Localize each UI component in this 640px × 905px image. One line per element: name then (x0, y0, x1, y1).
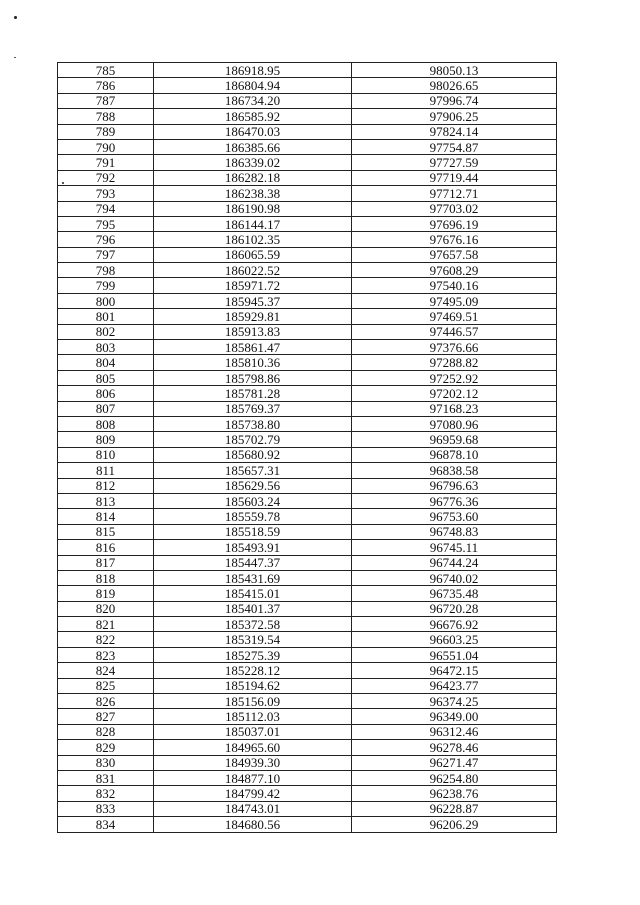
point-number-cell: 801 (58, 309, 154, 324)
x-coordinate-cell: 185275.39 (154, 647, 352, 662)
table-row (58, 493, 557, 508)
x-coordinate-cell: 185518.59 (154, 524, 352, 539)
x-coordinate-cell: 185401.37 (154, 601, 352, 616)
point-number-cell: 794 (58, 201, 154, 216)
y-coordinate-cell: 97703.02 (352, 201, 557, 216)
table-row (58, 601, 557, 616)
table-row (58, 263, 557, 278)
x-coordinate-cell: 186918.95 (154, 63, 352, 78)
coordinate-table (57, 62, 557, 833)
y-coordinate-cell: 97657.58 (352, 247, 557, 262)
x-coordinate-cell: 186238.38 (154, 186, 352, 201)
x-coordinate-cell: 184877.10 (154, 770, 352, 785)
point-number-cell: 825 (58, 678, 154, 693)
y-coordinate-cell: 96349.00 (352, 709, 557, 724)
table-row (58, 478, 557, 493)
point-number-cell: 833 (58, 801, 154, 816)
point-number-cell: 789 (58, 124, 154, 139)
y-coordinate-cell: 97252.92 (352, 370, 557, 385)
y-coordinate-cell: 96740.02 (352, 570, 557, 585)
point-number-cell: 818 (58, 570, 154, 585)
table-row (58, 555, 557, 570)
x-coordinate-cell: 185194.62 (154, 678, 352, 693)
x-coordinate-cell: 184965.60 (154, 740, 352, 755)
table-row (58, 770, 557, 785)
y-coordinate-cell: 96472.15 (352, 663, 557, 678)
x-coordinate-cell: 185738.80 (154, 416, 352, 431)
point-number-cell: 823 (58, 647, 154, 662)
y-coordinate-cell: 96278.46 (352, 740, 557, 755)
table-row (58, 447, 557, 462)
y-coordinate-cell: 96374.25 (352, 694, 557, 709)
y-coordinate-cell: 97754.87 (352, 139, 557, 154)
table-row (58, 401, 557, 416)
x-coordinate-cell: 185603.24 (154, 493, 352, 508)
y-coordinate-cell: 96603.25 (352, 632, 557, 647)
x-coordinate-cell: 185112.03 (154, 709, 352, 724)
table-row (58, 463, 557, 478)
y-coordinate-cell: 97495.09 (352, 293, 557, 308)
y-coordinate-cell: 96206.29 (352, 817, 557, 832)
point-number-cell: 804 (58, 355, 154, 370)
point-number-cell: 811 (58, 463, 154, 478)
y-coordinate-cell: 97727.59 (352, 155, 557, 170)
point-number-cell: 798 (58, 263, 154, 278)
table-row (58, 755, 557, 770)
x-coordinate-cell: 186339.02 (154, 155, 352, 170)
y-coordinate-cell: 96796.63 (352, 478, 557, 493)
point-number-cell: 787 (58, 93, 154, 108)
scan-speck (14, 16, 17, 19)
x-coordinate-cell: 185861.47 (154, 340, 352, 355)
y-coordinate-cell: 96228.87 (352, 801, 557, 816)
y-coordinate-cell: 96735.48 (352, 586, 557, 601)
y-coordinate-cell: 96551.04 (352, 647, 557, 662)
table-row (58, 93, 557, 108)
x-coordinate-cell: 184799.42 (154, 786, 352, 801)
point-number-cell: 826 (58, 694, 154, 709)
x-coordinate-cell: 186804.94 (154, 78, 352, 93)
point-number-cell: 828 (58, 724, 154, 739)
point-number-cell: 806 (58, 386, 154, 401)
point-number-cell: 812 (58, 478, 154, 493)
x-coordinate-cell: 185415.01 (154, 586, 352, 601)
x-coordinate-cell: 186585.92 (154, 109, 352, 124)
table-row (58, 817, 557, 832)
point-number-cell: 791 (58, 155, 154, 170)
table-row (58, 632, 557, 647)
table-row (58, 570, 557, 585)
x-coordinate-cell: 185769.37 (154, 401, 352, 416)
y-coordinate-cell: 96878.10 (352, 447, 557, 462)
x-coordinate-cell: 185781.28 (154, 386, 352, 401)
table-row (58, 109, 557, 124)
x-coordinate-cell: 186190.98 (154, 201, 352, 216)
table-row (58, 186, 557, 201)
x-coordinate-cell: 186385.66 (154, 139, 352, 154)
x-coordinate-cell: 185929.81 (154, 309, 352, 324)
y-coordinate-cell: 96312.46 (352, 724, 557, 739)
x-coordinate-cell: 185431.69 (154, 570, 352, 585)
x-coordinate-cell: 185798.86 (154, 370, 352, 385)
y-coordinate-cell: 96959.68 (352, 432, 557, 447)
point-number-cell: 809 (58, 432, 154, 447)
table-row (58, 170, 557, 185)
y-coordinate-cell: 97608.29 (352, 263, 557, 278)
point-number-cell: 805 (58, 370, 154, 385)
table-row (58, 293, 557, 308)
table-row (58, 509, 557, 524)
table-row (58, 78, 557, 93)
x-coordinate-cell: 185493.91 (154, 540, 352, 555)
y-coordinate-cell: 97202.12 (352, 386, 557, 401)
y-coordinate-cell: 97719.44 (352, 170, 557, 185)
x-coordinate-cell: 186734.20 (154, 93, 352, 108)
table-row (58, 524, 557, 539)
table-row (58, 663, 557, 678)
x-coordinate-cell: 185447.37 (154, 555, 352, 570)
y-coordinate-cell: 96744.24 (352, 555, 557, 570)
y-coordinate-cell: 96838.58 (352, 463, 557, 478)
x-coordinate-cell: 186282.18 (154, 170, 352, 185)
y-coordinate-cell: 96238.76 (352, 786, 557, 801)
y-coordinate-cell: 96676.92 (352, 617, 557, 632)
point-number-cell: 810 (58, 447, 154, 462)
y-coordinate-cell: 96720.28 (352, 601, 557, 616)
x-coordinate-cell: 185657.31 (154, 463, 352, 478)
y-coordinate-cell: 97080.96 (352, 416, 557, 431)
y-coordinate-cell: 96776.36 (352, 493, 557, 508)
point-number-cell: 821 (58, 617, 154, 632)
point-number-cell: 834 (58, 817, 154, 832)
y-coordinate-cell: 97906.25 (352, 109, 557, 124)
point-number-cell: 786 (58, 78, 154, 93)
y-coordinate-cell: 97676.16 (352, 232, 557, 247)
table-row (58, 416, 557, 431)
table-row (58, 386, 557, 401)
x-coordinate-cell: 185913.83 (154, 324, 352, 339)
y-coordinate-cell: 96745.11 (352, 540, 557, 555)
point-number-cell: 829 (58, 740, 154, 755)
y-coordinate-cell: 96423.77 (352, 678, 557, 693)
point-number-cell: 820 (58, 601, 154, 616)
x-coordinate-cell: 185810.36 (154, 355, 352, 370)
point-number-cell: 831 (58, 770, 154, 785)
x-coordinate-cell: 186102.35 (154, 232, 352, 247)
y-coordinate-cell: 98050.13 (352, 63, 557, 78)
coordinate-table-body (58, 63, 557, 833)
table-row (58, 232, 557, 247)
point-number-cell: 827 (58, 709, 154, 724)
y-coordinate-cell: 97376.66 (352, 340, 557, 355)
point-number-cell: 824 (58, 663, 154, 678)
table-row (58, 586, 557, 601)
table-row (58, 324, 557, 339)
point-number-cell: 800 (58, 293, 154, 308)
point-number-cell: 815 (58, 524, 154, 539)
point-number-cell: 822 (58, 632, 154, 647)
point-number-cell: 796 (58, 232, 154, 247)
scan-speck (14, 57, 16, 58)
table-row (58, 340, 557, 355)
y-coordinate-cell: 96753.60 (352, 509, 557, 524)
point-number-cell: 817 (58, 555, 154, 570)
table-row (58, 370, 557, 385)
point-number-cell: 803 (58, 340, 154, 355)
table-row (58, 139, 557, 154)
x-coordinate-cell: 185702.79 (154, 432, 352, 447)
y-coordinate-cell: 97446.57 (352, 324, 557, 339)
table-row (58, 155, 557, 170)
x-coordinate-cell: 185037.01 (154, 724, 352, 739)
point-number-cell: 799 (58, 278, 154, 293)
table-row (58, 709, 557, 724)
y-coordinate-cell: 97288.82 (352, 355, 557, 370)
table-row (58, 216, 557, 231)
table-row (58, 786, 557, 801)
point-number-cell: 830 (58, 755, 154, 770)
point-number-cell: 797 (58, 247, 154, 262)
y-coordinate-cell: 97712.71 (352, 186, 557, 201)
table-row (58, 124, 557, 139)
point-number-cell: 814 (58, 509, 154, 524)
x-coordinate-cell: 185228.12 (154, 663, 352, 678)
y-coordinate-cell: 97168.23 (352, 401, 557, 416)
x-coordinate-cell: 185372.58 (154, 617, 352, 632)
table-row (58, 678, 557, 693)
x-coordinate-cell: 184743.01 (154, 801, 352, 816)
y-coordinate-cell: 96748.83 (352, 524, 557, 539)
table-row (58, 432, 557, 447)
x-coordinate-cell: 186144.17 (154, 216, 352, 231)
point-number-cell: 808 (58, 416, 154, 431)
x-coordinate-cell: 185971.72 (154, 278, 352, 293)
y-coordinate-cell: 96254.80 (352, 770, 557, 785)
table-row (58, 63, 557, 78)
table-row (58, 540, 557, 555)
y-coordinate-cell: 97696.19 (352, 216, 557, 231)
x-coordinate-cell: 185319.54 (154, 632, 352, 647)
y-coordinate-cell: 96271.47 (352, 755, 557, 770)
x-coordinate-cell: 185629.56 (154, 478, 352, 493)
y-coordinate-cell: 98026.65 (352, 78, 557, 93)
x-coordinate-cell: 185945.37 (154, 293, 352, 308)
point-number-cell: 816 (58, 540, 154, 555)
point-number-cell: 807 (58, 401, 154, 416)
table-row (58, 724, 557, 739)
y-coordinate-cell: 97996.74 (352, 93, 557, 108)
point-number-cell: 819 (58, 586, 154, 601)
table-row (58, 278, 557, 293)
table-row (58, 201, 557, 216)
table-row (58, 617, 557, 632)
point-number-cell: 832 (58, 786, 154, 801)
point-number-cell: 788 (58, 109, 154, 124)
y-coordinate-cell: 97469.51 (352, 309, 557, 324)
table-row (58, 801, 557, 816)
table-row (58, 647, 557, 662)
y-coordinate-cell: 97540.16 (352, 278, 557, 293)
point-number-cell: 813 (58, 493, 154, 508)
point-number-cell: 785 (58, 63, 154, 78)
point-number-cell: 793 (58, 186, 154, 201)
table-row (58, 309, 557, 324)
point-number-cell: 795 (58, 216, 154, 231)
table-row (58, 740, 557, 755)
y-coordinate-cell: 97824.14 (352, 124, 557, 139)
table-row (58, 247, 557, 262)
point-number-cell: 792 (58, 170, 154, 185)
x-coordinate-cell: 186470.03 (154, 124, 352, 139)
table-row (58, 694, 557, 709)
x-coordinate-cell: 185156.09 (154, 694, 352, 709)
x-coordinate-cell: 186022.52 (154, 263, 352, 278)
table-row (58, 355, 557, 370)
point-number-cell: 802 (58, 324, 154, 339)
x-coordinate-cell: 184680.56 (154, 817, 352, 832)
x-coordinate-cell: 185559.78 (154, 509, 352, 524)
point-number-cell: 790 (58, 139, 154, 154)
x-coordinate-cell: 186065.59 (154, 247, 352, 262)
x-coordinate-cell: 185680.92 (154, 447, 352, 462)
x-coordinate-cell: 184939.30 (154, 755, 352, 770)
